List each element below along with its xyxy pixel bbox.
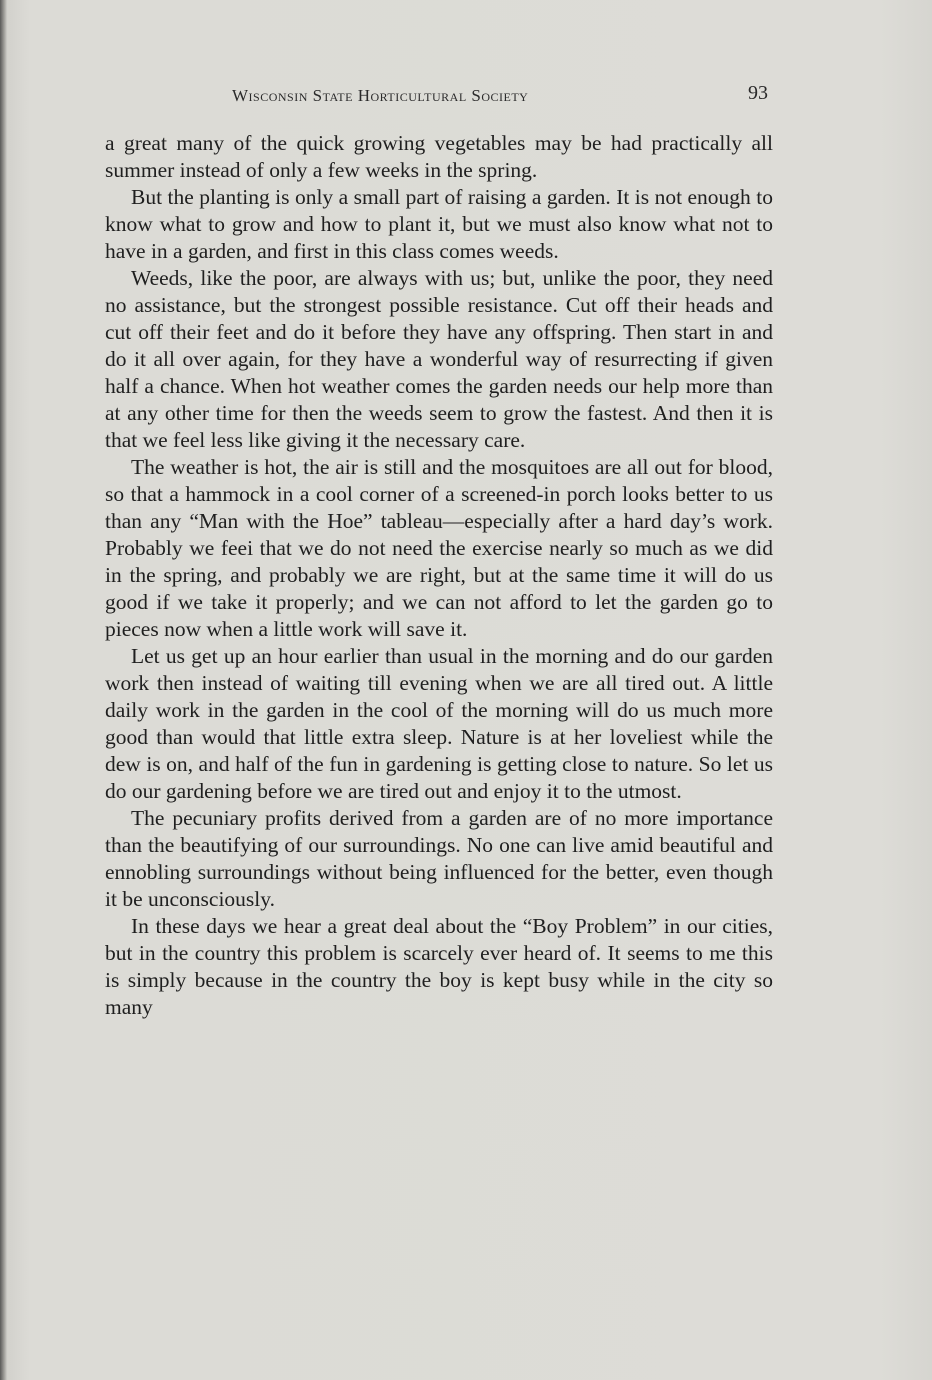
paragraph: The pecuniary profits derived from a garden are of no more importance than the beautifying of our surroundings. No one can live amid beautiful and ennobling surroundings without being influenced for the better, even though it be unconsciously. <box>105 806 773 911</box>
paragraph: a great many of the quick growing vegetables may be had practically all summer instead of only a few weeks in the spring. <box>105 131 773 182</box>
page-header <box>105 82 770 108</box>
running-head: Wisconsin State Horticultural Society <box>232 86 529 105</box>
page-number: 93 <box>748 82 768 104</box>
paragraph: In these days we hear a great deal about the “Boy Problem” in our cities, but in the country this problem is scarcely ever heard of. It seems to me this is simply because in the country the boy is kept busy while in the city so many <box>105 914 773 1019</box>
paragraph: The weather is hot, the air is still and the mosquitoes are all out for blood, so that a hammock in a cool corner of a screened-in porch looks better to us than any “Man with the Hoe” tableau—especially after a hard day’s work. Probably we feei that we do not need the exercise nearly so much as we did in the spring, and probably we are right, but at the same time it will do us good if we take it properly; and we can not afford to let the garden go to pieces now when a little work will save it. <box>105 455 773 641</box>
paragraph: Weeds, like the poor, are always with us; but, unlike the poor, they need no assistance, but the strongest possible resistance. Cut off their heads and cut off their feet and do it before they have any offspring. Then start in and do it all over again, for they have a wonderful way of resurrecting if given half a chance. When hot weather comes the garden needs our help more than at any other time for then the weeds seem to grow the fastest. And then it is that we feel less like giving it the necessary care. <box>105 266 773 452</box>
paragraph: Let us get up an hour earlier than usual in the morning and do our garden work then instead of waiting till evening when we are all tired out. A little daily work in the garden in the cool of the morning will do us much more good than would that little extra sleep. Nature is at her loveliest while the dew is on, and half of the fun in gardening is getting close to nature. So let us do our gardening before we are tired out and enjoy it to the utmost. <box>105 644 773 803</box>
page-binding-edge <box>0 0 7 1380</box>
paragraph: But the planting is only a small part of raising a garden. It is not enough to know what to grow and how to plant it, but we must also know what not to have in a garden, and first in this class comes weeds. <box>105 185 773 263</box>
body-text <box>105 130 773 1021</box>
